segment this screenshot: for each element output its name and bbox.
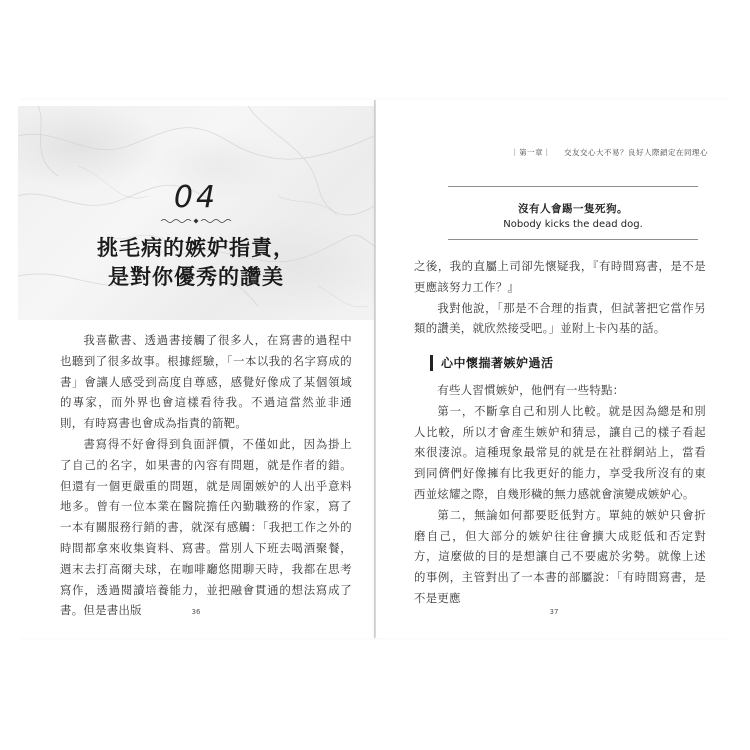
ornament-divider-icon: [159, 218, 233, 224]
paragraph: 有些人習慣嫉妒，他們有一些特點：: [437, 383, 625, 397]
epigraph-bottom-rule: [448, 239, 698, 240]
paragraph: 書寫得不好會得到負面評價，不僅如此，因為掛上了自己的名字，如果書的內容有問題，就是作者的錯。但還有一個更嚴重的問題，就是周圍嫉妒的人出乎意料地多。曾有一位本業在醫院擔任內勤職務的作家，寫了一本有關服務行銷的書，就深有感觸：「我把工作之外的時間都拿來收集資料、寫書。當別人下班去喝酒聚餐，週末去打高爾夫球，在咖啡廳悠閒聊天時，我都在思考寫作，透過閱讀培養能力，並把融會貫通的想法寫成了書。但是書出版: [60, 436, 352, 618]
running-head: [511, 147, 708, 158]
section-heading: 心中懷揣著嫉妒過活: [430, 355, 554, 371]
epigraph-top-rule: [448, 186, 698, 187]
right-page: [376, 100, 732, 638]
chapter-number: 04: [173, 180, 219, 215]
left-body-text: [60, 330, 352, 621]
page-number: 36: [191, 608, 201, 616]
paragraph: 第一，不斷拿自己和別人比較。就是因為總是和別人比較，所以才會產生嫉妒和猜忌，讓自己的樣子看起來很淒涼。這種現象最常見的就是在社群網站上，當看到同儕們好像擁有比我更好的能力，享受我所沒有的東西並炫耀之際，自幾形穢的無力感就會演變成嫉妒心。: [414, 403, 706, 501]
paragraph: 我對他說，「那是不合理的指責，但試著把它當作另類的讚美，就欣然接受吧。」並附上卡內基的話。: [414, 300, 706, 336]
chapter-title: [18, 234, 374, 292]
left-page: [18, 100, 374, 638]
paragraph: 之後，我的直屬上司卻先懷疑我，『有時間寫書，是不是更應該努力工作？』: [414, 259, 706, 294]
running-head-title: 交友交心大不易？良好人際鎖定在同理心: [564, 148, 708, 157]
epigraph-chinese: 沒有人會踢一隻死狗。: [518, 203, 628, 215]
chapter-title-line-2: 是對你優秀的讚美: [108, 265, 284, 289]
epigraph-box: [448, 186, 698, 240]
epigraph-english: Nobody kicks the dead dog.: [503, 219, 643, 230]
right-body-text-top: [414, 256, 706, 339]
page-number: 37: [549, 608, 559, 616]
paragraph: 第二，無論如何都要貶低對方。單純的嫉妒只會折磨自己，但大部分的嫉妒往往會擴大成貶低和否定對方，這麼做的目的是想讓自己不要處於劣勢。就像上述的事例，主管對出了一本書的部屬說：「有時間寫書，是不是更應: [414, 507, 706, 605]
right-body-text-bottom: [414, 380, 706, 609]
chapter-banner: [18, 106, 374, 320]
running-head-chapter: ｜第一章｜: [511, 148, 552, 157]
chapter-title-line-1: 挑毛病的嫉妒指責，: [97, 236, 295, 260]
paragraph: 我喜歡書、透過書接觸了很多人，在寫書的過程中也聽到了很多故事。根據經驗，「一本以我的名字寫成的書」會讓人感受到高度自尊感，感覺好像成了某個領域的專家，而外界也會這樣看待我。不過這當然並非通則，有時寫書也會成為指責的箭靶。: [60, 333, 352, 431]
